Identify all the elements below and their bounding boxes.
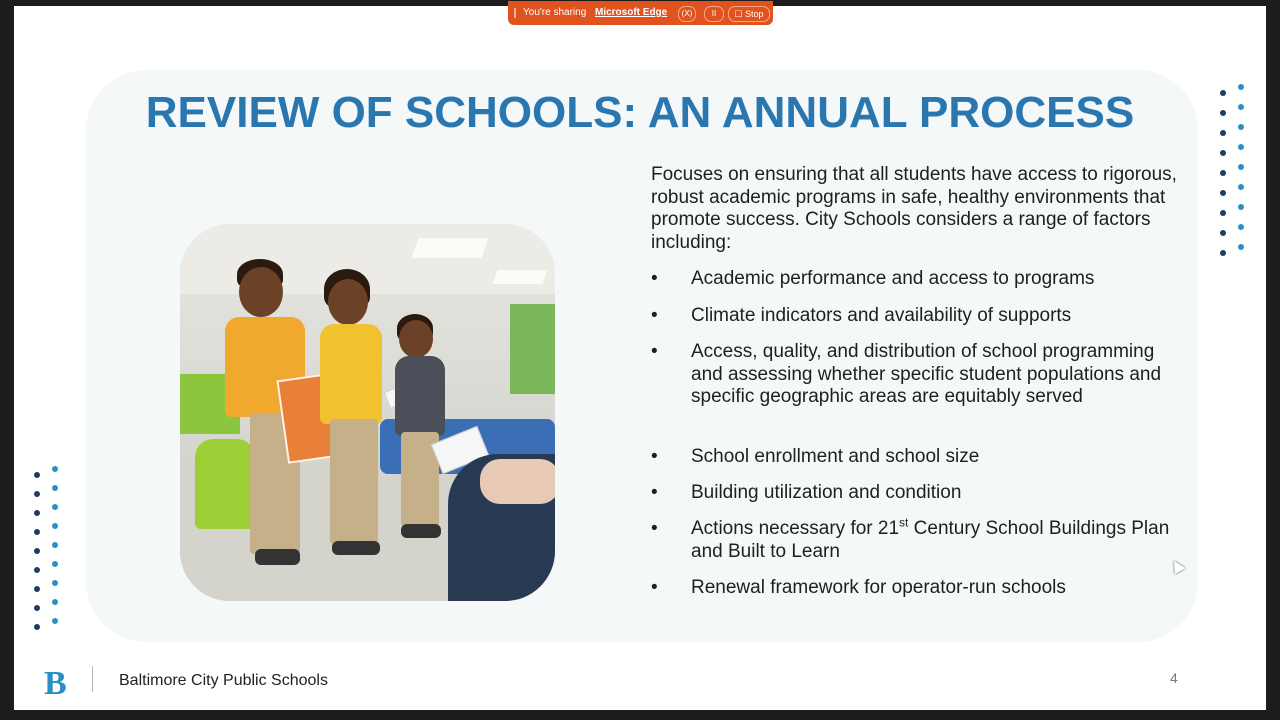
- decorative-dot: [1220, 110, 1226, 116]
- bullet-text: Actions necessary for 21st Century School Buildings Plan and Built to Learn: [691, 515, 1170, 562]
- decorative-dot: [1220, 210, 1226, 216]
- share-close-button[interactable]: (X): [678, 6, 696, 22]
- decorative-dot: [34, 567, 40, 573]
- decorative-dot: [34, 529, 40, 535]
- footer-org-name: Baltimore City Public Schools: [119, 672, 328, 689]
- decorative-dot: [34, 624, 40, 630]
- bullet-text: Climate indicators and availability of supports: [691, 305, 1072, 326]
- decorative-dot: [34, 586, 40, 592]
- decorative-dot: [1220, 250, 1226, 256]
- shared-app-link[interactable]: Microsoft Edge: [595, 7, 668, 18]
- decorative-dot: [52, 561, 58, 567]
- decorative-dot: [34, 548, 40, 554]
- decorative-dot: [1238, 244, 1244, 250]
- bullet-icon: •: [651, 268, 658, 289]
- decorative-dot: [1220, 190, 1226, 196]
- bullet-text: Renewal framework for operator-run schools: [691, 577, 1066, 598]
- decorative-dot: [1238, 104, 1244, 110]
- bullet-icon: •: [651, 341, 658, 362]
- bullet-icon: •: [651, 305, 658, 326]
- footer-divider: [92, 666, 93, 692]
- decorative-dot: [1238, 204, 1244, 210]
- decorative-dot: [52, 523, 58, 529]
- drag-handle-icon[interactable]: [514, 8, 516, 18]
- decorative-dot: [52, 466, 58, 472]
- decorative-dot: [52, 485, 58, 491]
- bullet-icon: •: [651, 482, 658, 503]
- intro-paragraph: Focuses on ensuring that all students have access to rigorous, robust academic programs in safe, healthy environments that promote success. City Schools considers a range of factors including:: [651, 164, 1177, 253]
- decorative-dot: [1220, 130, 1226, 136]
- decorative-dot: [52, 542, 58, 548]
- slide-title: REVIEW OF SCHOOLS: AN ANNUAL PROCESS: [145, 88, 1135, 137]
- decorative-dot: [34, 491, 40, 497]
- stop-sharing-button[interactable]: ☐ Stop: [728, 6, 770, 22]
- decorative-dot: [52, 599, 58, 605]
- bullet-icon: •: [651, 446, 658, 467]
- decorative-dot: [1220, 170, 1226, 176]
- decorative-dot: [1220, 150, 1226, 156]
- decorative-dot: [52, 580, 58, 586]
- page-number: 4: [1170, 670, 1178, 686]
- baltimore-logo: B: [44, 665, 67, 702]
- decorative-dot: [1220, 230, 1226, 236]
- bullet-text: Building utilization and condition: [691, 482, 962, 503]
- pause-button[interactable]: II: [704, 6, 724, 22]
- share-status-label: You're sharing: [523, 7, 587, 18]
- decorative-dot: [1238, 124, 1244, 130]
- bullet-text: Access, quality, and distribution of school programming and assessing whether specific student populations and specific geographic areas are equitably served: [691, 341, 1162, 407]
- students-photo: [180, 224, 555, 601]
- bullet-icon: •: [651, 518, 658, 539]
- decorative-dot: [1238, 224, 1244, 230]
- bullet-text: School enrollment and school size: [691, 446, 980, 467]
- decorative-dot: [1220, 90, 1226, 96]
- decorative-dot: [52, 504, 58, 510]
- decorative-dot: [1238, 184, 1244, 190]
- decorative-dot: [1238, 84, 1244, 90]
- decorative-dot: [52, 618, 58, 624]
- decorative-dot: [34, 605, 40, 611]
- screen-share-bar[interactable]: [508, 1, 773, 25]
- decorative-dot: [1238, 164, 1244, 170]
- bullet-text: Academic performance and access to programs: [691, 268, 1095, 289]
- bullet-icon: •: [651, 577, 658, 598]
- decorative-dot: [34, 472, 40, 478]
- decorative-dot: [1238, 144, 1244, 150]
- decorative-dot: [34, 510, 40, 516]
